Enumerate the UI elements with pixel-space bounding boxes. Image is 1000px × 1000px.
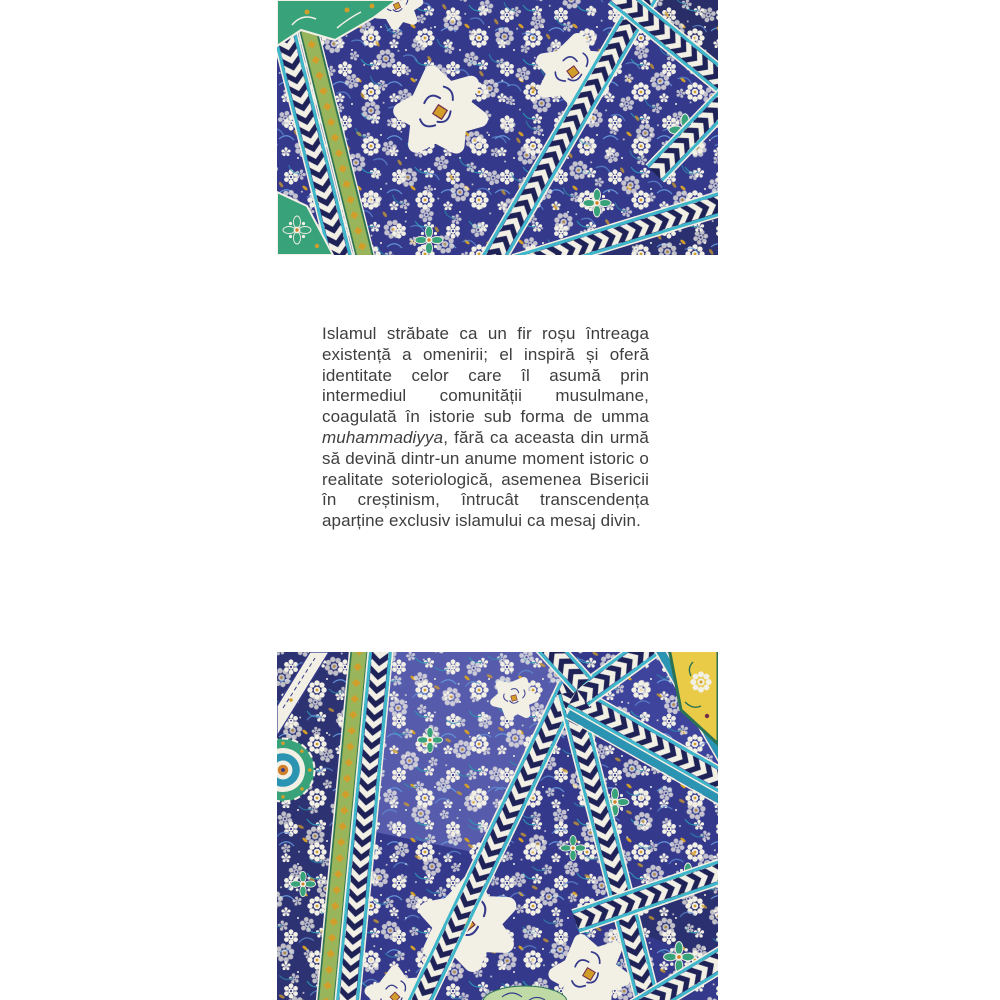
bottom-mosaic-illustration <box>277 652 718 1000</box>
top-mosaic-illustration <box>277 0 718 255</box>
italic-term: muhammadiyya <box>322 427 444 447</box>
bottom-mosaic-image <box>277 652 718 1000</box>
top-mosaic-image <box>277 0 718 255</box>
paragraph-text-1: Islamul străbate ca un fir roșu întreaga existență a omenirii; el inspiră și oferă identitate celor care îl asumă prin intermediul comunității musulmane, coagulată în istorie sub forma de umma <box>322 324 649 427</box>
body-paragraph <box>322 324 649 532</box>
paragraph-text-2: , fără ca aceasta din urmă să devină dintr-un anume moment istoric o realitate soteriologică, asemenea Bisericii în creștinism, întrucât transcendența aparține exclusiv islamului ca mesaj divin. <box>322 427 649 531</box>
